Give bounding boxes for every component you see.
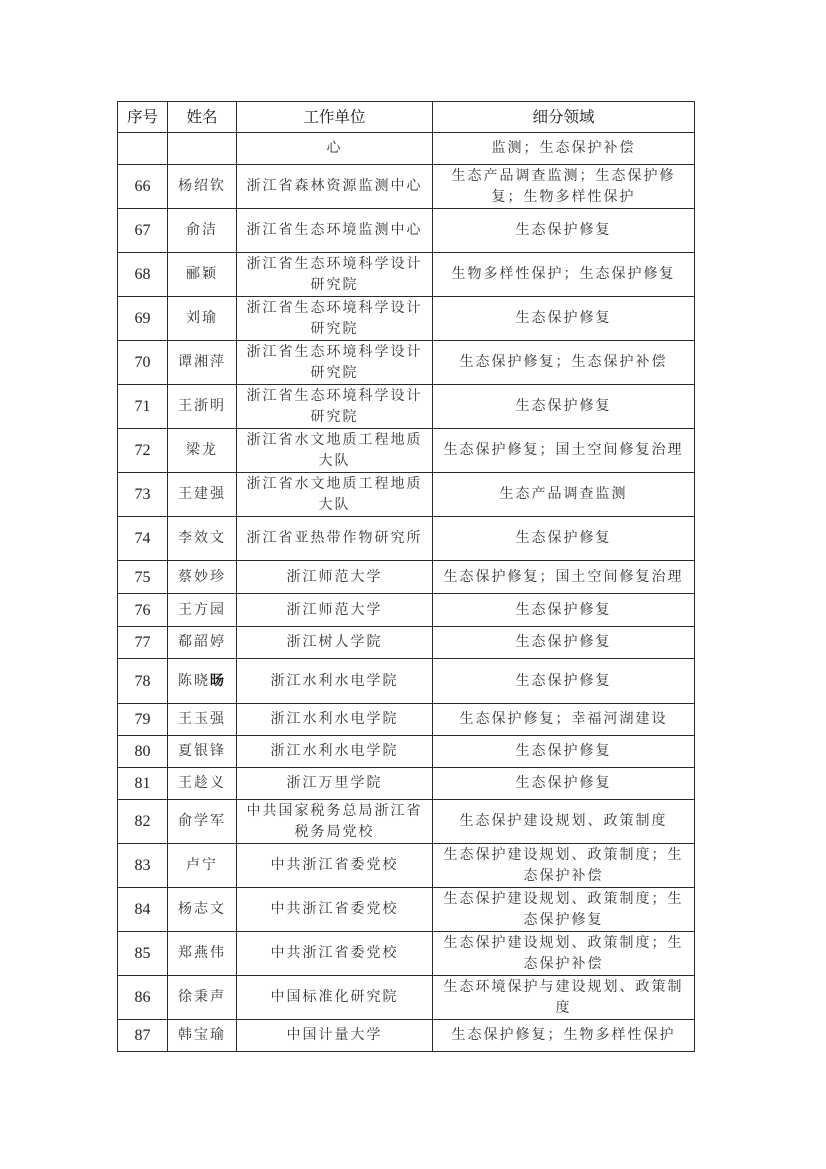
cell-field: 生态产品调查监测；生态保护修复；生物多样性保护 — [433, 165, 695, 209]
table-row — [118, 844, 695, 888]
cell-field: 生态保护修复；国土空间修复治理 — [433, 429, 695, 473]
cell-no: 76 — [118, 594, 168, 627]
cell-unit: 浙江万里学院 — [237, 768, 433, 800]
cell-field: 生态保护修复；生物多样性保护 — [433, 1020, 695, 1052]
cell-field: 生态保护修复 — [433, 517, 695, 561]
cell-unit: 中共浙江省委党校 — [237, 932, 433, 976]
header-name: 姓名 — [168, 102, 237, 133]
cell-name — [168, 659, 237, 704]
table-row — [118, 473, 695, 517]
cell-no: 83 — [118, 844, 168, 888]
cell-unit: 浙江树人学院 — [237, 627, 433, 659]
cell-name: 蔡妙珍 — [168, 561, 237, 594]
cell-unit: 浙江省生态环境科学设计研究院 — [237, 297, 433, 341]
cell-no: 69 — [118, 297, 168, 341]
cell-unit: 浙江师范大学 — [237, 561, 433, 594]
cell-field: 监测；生态保护补偿 — [433, 133, 695, 165]
cell-name: 夏银锋 — [168, 736, 237, 768]
table-row — [118, 517, 695, 561]
cell-field: 生态保护建设规划、政策制度；生态保护修复 — [433, 888, 695, 932]
cell-no — [118, 133, 168, 165]
cell-name — [168, 133, 237, 165]
cell-unit: 中共国家税务总局浙江省税务局党校 — [237, 800, 433, 844]
cell-unit: 心 — [237, 133, 433, 165]
cell-unit: 浙江省生态环境科学设计研究院 — [237, 253, 433, 297]
cell-field: 生态保护修复 — [433, 297, 695, 341]
cell-name: 杨志文 — [168, 888, 237, 932]
table-row — [118, 253, 695, 297]
header-no: 序号 — [118, 102, 168, 133]
cell-unit: 浙江省生态环境监测中心 — [237, 209, 433, 253]
cell-name: 卢宁 — [168, 844, 237, 888]
cell-field: 生态保护修复 — [433, 209, 695, 253]
cell-no: 74 — [118, 517, 168, 561]
cell-no: 80 — [118, 736, 168, 768]
cell-no: 81 — [118, 768, 168, 800]
cell-field: 生态环境保护与建设规划、政策制度 — [433, 976, 695, 1020]
cell-no: 85 — [118, 932, 168, 976]
cell-name: 徐秉声 — [168, 976, 237, 1020]
cell-no: 78 — [118, 659, 168, 704]
cell-no: 72 — [118, 429, 168, 473]
cell-name: 刘瑜 — [168, 297, 237, 341]
cell-no: 68 — [118, 253, 168, 297]
cell-unit: 浙江省生态环境科学设计研究院 — [237, 385, 433, 429]
cell-no: 84 — [118, 888, 168, 932]
name-prefix: 陈晓 — [178, 672, 210, 689]
table-row — [118, 165, 695, 209]
table-row — [118, 800, 695, 844]
table-row — [118, 627, 695, 659]
cell-unit: 浙江省水文地质工程地质大队 — [237, 473, 433, 517]
cell-unit: 中国标准化研究院 — [237, 976, 433, 1020]
cell-unit: 浙江省生态环境科学设计研究院 — [237, 341, 433, 385]
cell-field: 生态保护修复 — [433, 659, 695, 704]
cell-field: 生物多样性保护；生态保护修复 — [433, 253, 695, 297]
table-row — [118, 297, 695, 341]
cell-no: 70 — [118, 341, 168, 385]
header-field: 细分领域 — [433, 102, 695, 133]
cell-field: 生态保护修复；国土空间修复治理 — [433, 561, 695, 594]
table-row — [118, 768, 695, 800]
header-row — [118, 102, 695, 133]
continuation-row — [118, 133, 695, 165]
cell-no: 79 — [118, 704, 168, 736]
cell-field: 生态保护建设规划、政策制度；生态保护补偿 — [433, 844, 695, 888]
cell-no: 73 — [118, 473, 168, 517]
table-row — [118, 341, 695, 385]
cell-field: 生态保护修复；生态保护补偿 — [433, 341, 695, 385]
cell-name: 李效文 — [168, 517, 237, 561]
cell-no: 67 — [118, 209, 168, 253]
cell-unit: 浙江水利水电学院 — [237, 659, 433, 704]
cell-no: 66 — [118, 165, 168, 209]
cell-name: 郦颖 — [168, 253, 237, 297]
table-row — [118, 736, 695, 768]
cell-unit: 浙江省森林资源监测中心 — [237, 165, 433, 209]
cell-name: 王方园 — [168, 594, 237, 627]
table-row — [118, 1020, 695, 1052]
cell-name: 郗韶婷 — [168, 627, 237, 659]
cell-unit: 中共浙江省委党校 — [237, 888, 433, 932]
table-row — [118, 976, 695, 1020]
cell-no: 71 — [118, 385, 168, 429]
cell-unit: 浙江省水文地质工程地质大队 — [237, 429, 433, 473]
cell-name: 王建强 — [168, 473, 237, 517]
cell-no: 86 — [118, 976, 168, 1020]
cell-name: 王趁义 — [168, 768, 237, 800]
table-row — [118, 659, 695, 704]
cell-name: 郑燕伟 — [168, 932, 237, 976]
cell-name: 谭湘萍 — [168, 341, 237, 385]
cell-field: 生态保护修复 — [433, 594, 695, 627]
cell-name: 王玉强 — [168, 704, 237, 736]
cell-unit: 浙江师范大学 — [237, 594, 433, 627]
cell-name: 俞洁 — [168, 209, 237, 253]
cell-name: 梁龙 — [168, 429, 237, 473]
cell-field: 生态产品调查监测 — [433, 473, 695, 517]
cell-unit: 中共浙江省委党校 — [237, 844, 433, 888]
cell-field: 生态保护修复 — [433, 385, 695, 429]
cell-field: 生态保护修复 — [433, 736, 695, 768]
cell-no: 82 — [118, 800, 168, 844]
cell-no: 75 — [118, 561, 168, 594]
cell-unit: 浙江省亚热带作物研究所 — [237, 517, 433, 561]
cell-unit: 浙江水利水电学院 — [237, 704, 433, 736]
table-row — [118, 704, 695, 736]
cell-unit: 中国计量大学 — [237, 1020, 433, 1052]
cell-name: 杨绍钦 — [168, 165, 237, 209]
table-row — [118, 594, 695, 627]
cell-field: 生态保护建设规划、政策制度；生态保护补偿 — [433, 932, 695, 976]
cell-field: 生态保护修复 — [433, 768, 695, 800]
expert-roster-table — [117, 101, 695, 1052]
table-row — [118, 385, 695, 429]
table-row — [118, 932, 695, 976]
cell-field: 生态保护修复；幸福河湖建设 — [433, 704, 695, 736]
table-row — [118, 429, 695, 473]
cell-no: 87 — [118, 1020, 168, 1052]
table-row — [118, 561, 695, 594]
cell-name: 俞学军 — [168, 800, 237, 844]
cell-unit: 浙江水利水电学院 — [237, 736, 433, 768]
cell-name: 韩宝瑜 — [168, 1020, 237, 1052]
cell-field: 生态保护修复 — [433, 627, 695, 659]
cell-field: 生态保护建设规划、政策制度 — [433, 800, 695, 844]
cell-name: 王浙明 — [168, 385, 237, 429]
table-row — [118, 209, 695, 253]
name-suffix: 旸 — [210, 672, 226, 689]
table-row — [118, 888, 695, 932]
header-unit: 工作单位 — [237, 102, 433, 133]
cell-no: 77 — [118, 627, 168, 659]
